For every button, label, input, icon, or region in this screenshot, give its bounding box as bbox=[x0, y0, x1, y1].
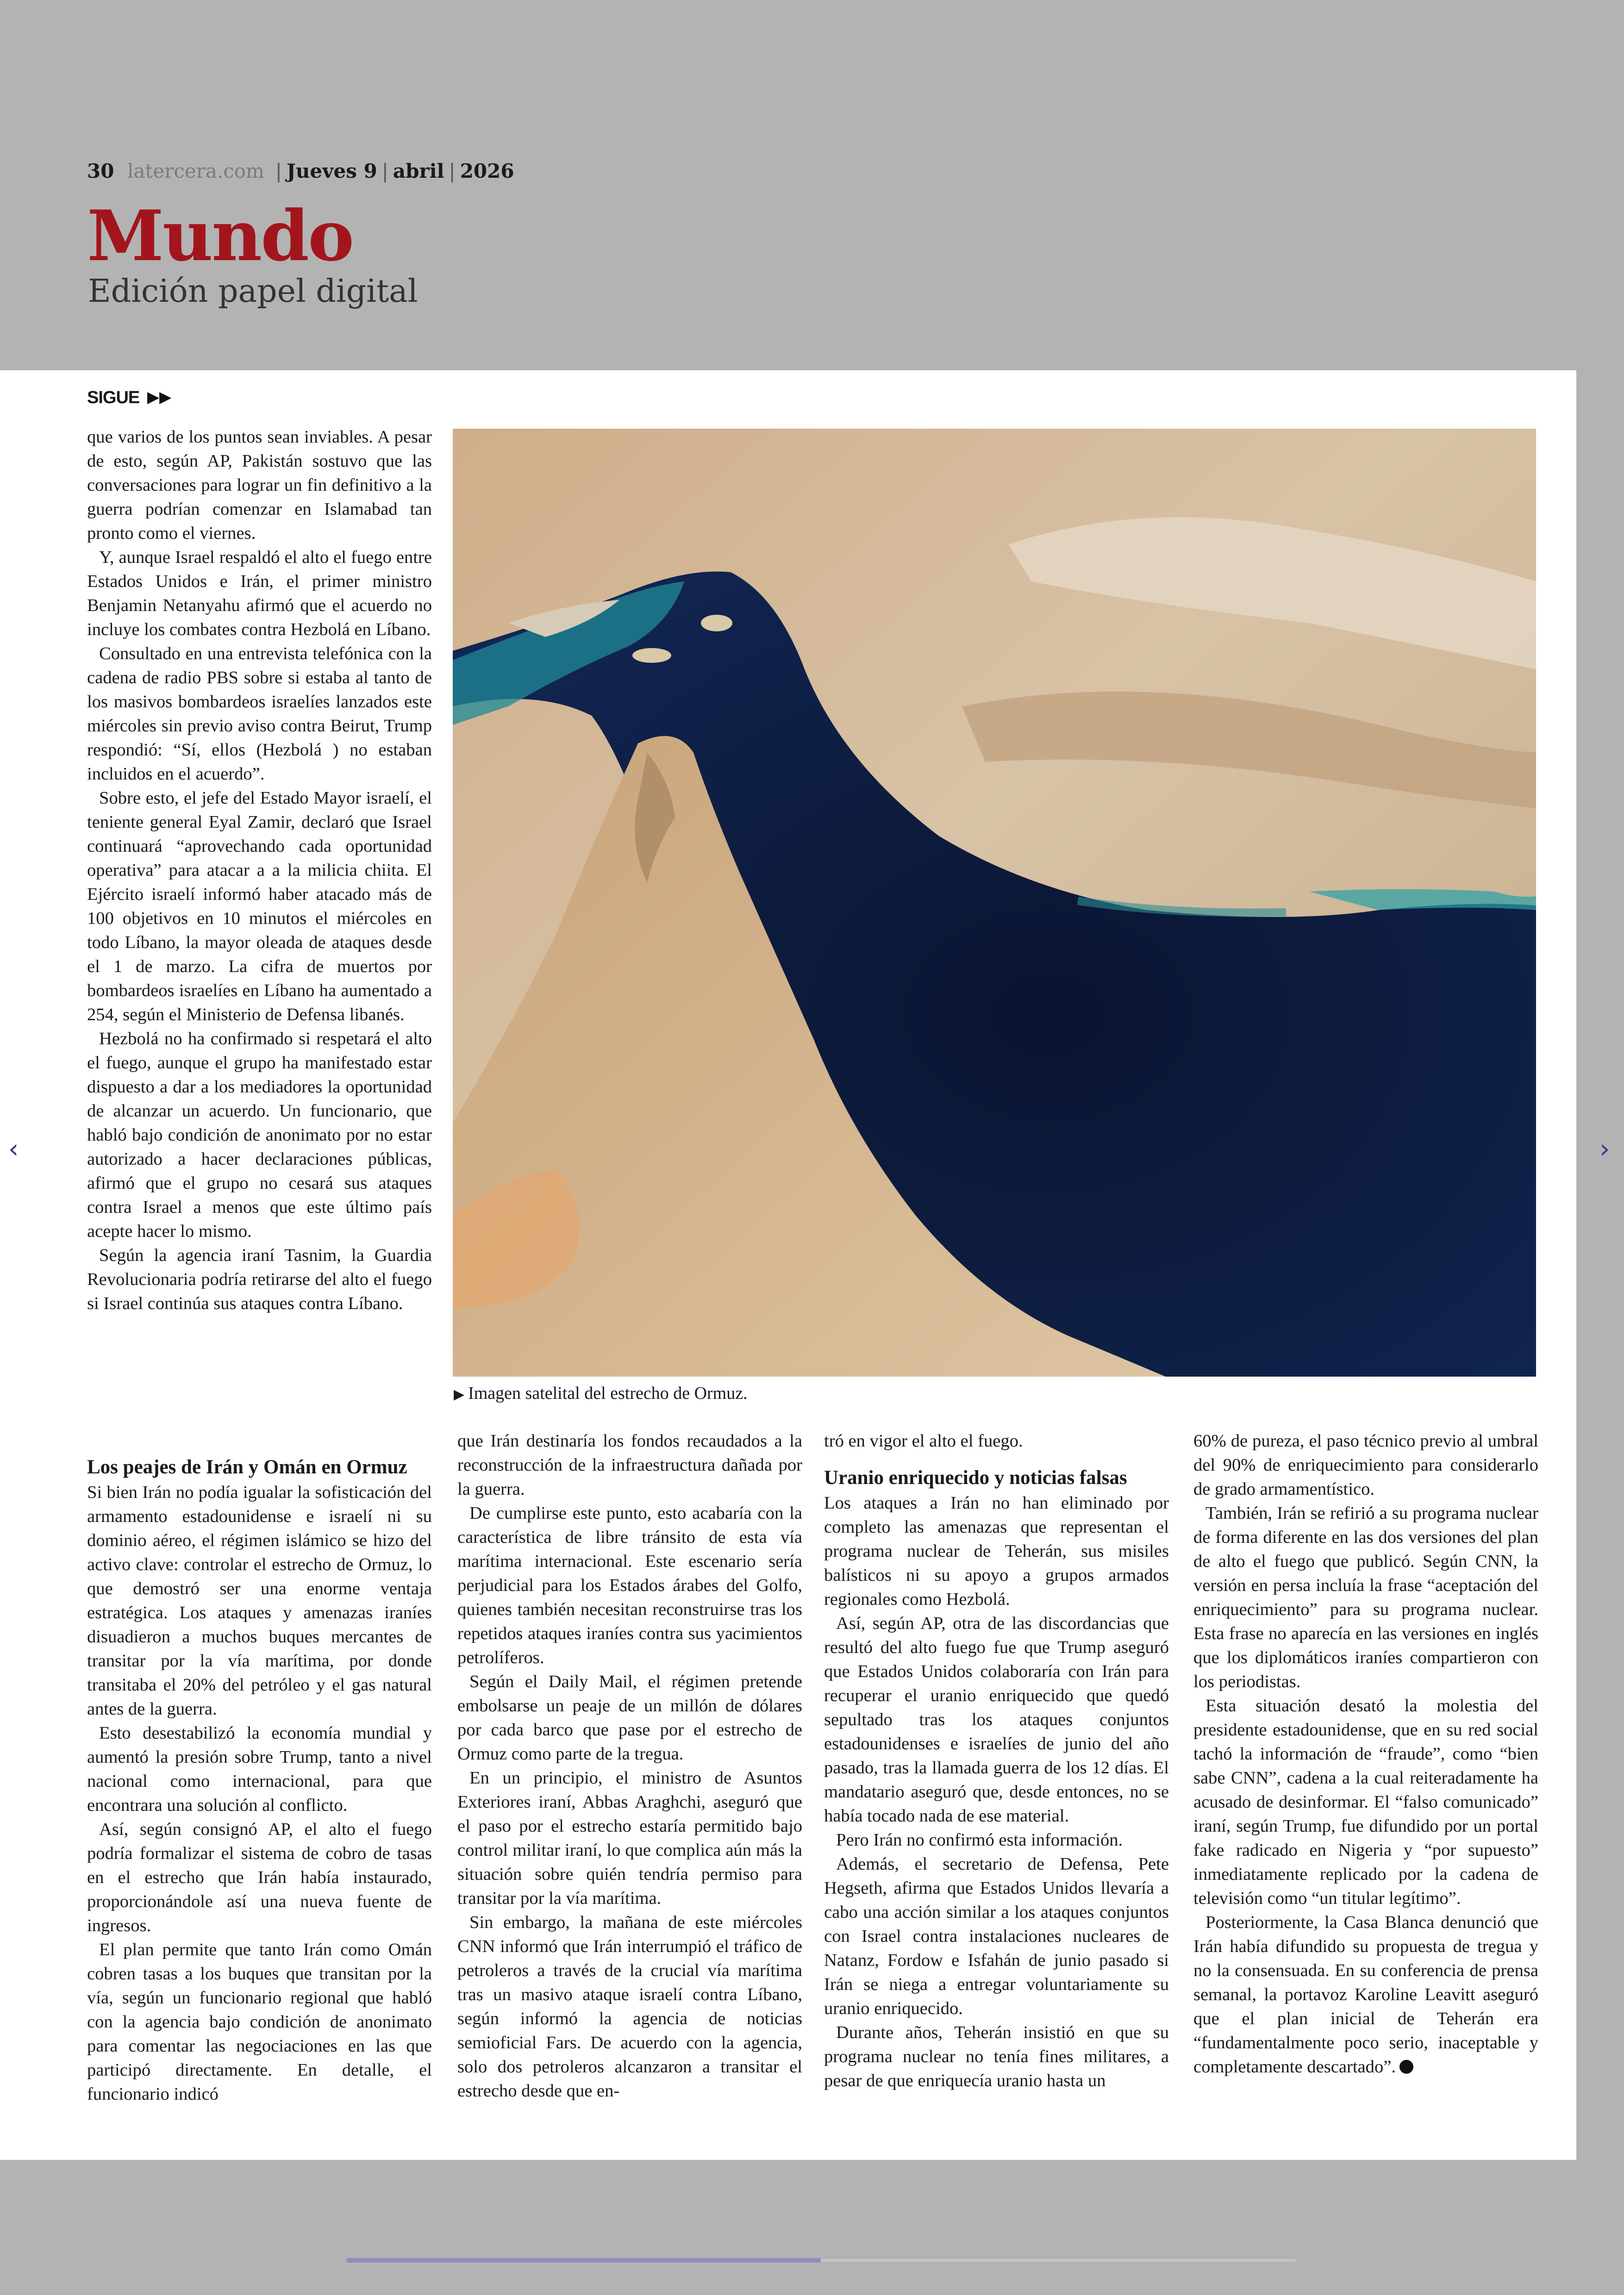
paragraph: Esta situación desató la molestia del presidente estadounidense, que en su red social tachó la información de “fraude”, como “bien sabe CNN”, cadena a la cual reiteradamente ha acusado de desinformar. El “falso comunicado” iraní, según Trump, fue difundido por un portal fake radicado en Nigeria y “por supuesto” inmediatamente replicado por la cadena de televisión como “un titular legítimo”. bbox=[1193, 1696, 1538, 1908]
article-column-d bbox=[824, 1429, 1169, 2093]
paragraph: Esto desestabilizó la economía mundial y aumentó la presión sobre Trump, tanto a nivel nacional como internacional, para que encontrara una solución al conflicto. bbox=[87, 1723, 432, 1815]
paragraph: El plan permite que tanto Irán como Omán cobren tasas a los buques que transitan por la vía, según un funcionario regional que habló con la agencia bajo condición de anonimato para comentar las negociaciones en las que participó directamente. En detalle, el funcionario indicó bbox=[87, 1940, 432, 2104]
paragraph: Además, el secretario de Defensa, Pete Hegseth, afirma que Estados Unidos llevaría a cabo una acción similar a los ataques conjuntos con Israel contra instalaciones nucleares de Natanz, Fordow e Isfahán de junio pasado si Irán se niega a entregar voluntariamente su uranio enriquecido. bbox=[824, 1854, 1169, 2018]
satellite-image-strait-of-hormuz bbox=[453, 429, 1536, 1377]
paragraph: Consultado en una entrevista telefónica con la cadena de radio PBS sobre si estaba al tanto de los masivos bombardeos israelíes lanzados este miércoles sin previo aviso contra Beirut, Trump respondió: “Sí, ellos (Hezbolá ) no estaban incluidos en el acuerdo”. bbox=[87, 644, 432, 784]
paragraph: Sobre esto, el jefe del Estado Mayor israelí, el teniente general Eyal Zamir, declaró que Israel continuará “aprovechando cada oportunidad operativa” para atacar a a la milicia chiita. El Ejército israelí informó haber atacado más de 100 objetivos en 10 minutos el miércoles en todo Líbano, la mayor oleada de ataques desde el 1 de marzo. La cifra de muertos por bombardeos israelíes en Líbano ha aumentado a 254, según el Ministerio de Defensa libanés. bbox=[87, 788, 432, 1024]
end-of-article-icon bbox=[1399, 2060, 1413, 2074]
article-column-e bbox=[1193, 1429, 1538, 2079]
next-page-icon[interactable]: › bbox=[1599, 1134, 1610, 1164]
header-band bbox=[0, 0, 1624, 370]
article-column-left bbox=[87, 425, 432, 1316]
paragraph: tró en vigor el alto el fuego. bbox=[824, 1431, 1023, 1451]
subheading: Uranio enriquecido y noticias falsas bbox=[824, 1467, 1127, 1489]
paragraph: que varios de los puntos sean inviables. A pesar de esto, según AP, Pakistán sostuvo que las conversaciones para lograr un fin definitivo a la guerra podrían comenzar en Islamabad tan pronto como el viernes. bbox=[87, 427, 432, 543]
paragraph: Los ataques a Irán no han eliminado por completo las amenazas que representan el programa nuclear de Teherán, sus misiles balísticos ni su apoyo a grupos armados regionales como Hezbolá. bbox=[824, 1493, 1169, 1609]
paragraph: Sin embargo, la mañana de este miércoles CNN informó que Irán interrumpió el tráfico de petroleros a través de la crucial vía marítima tras un masivo ataque israelí contra Líbano, según informó la agencia de noticias semioficial Fars. De acuerdo con la agencia, solo dos petroleros alcanzaron a transitar el estrecho desde que en- bbox=[457, 1913, 802, 2101]
date-year: 2026 bbox=[460, 160, 514, 182]
article-column-c bbox=[457, 1429, 802, 2103]
page-meta-line: 30 latercera.com | Jueves 9 | abril | 2026 bbox=[87, 160, 514, 182]
article-column-b bbox=[87, 1454, 432, 2106]
site-name: latercera.com bbox=[127, 160, 264, 182]
subheading: Los peajes de Irán y Omán en Ormuz bbox=[87, 1456, 407, 1478]
paragraph: Según la agencia iraní Tasnim, la Guardia Revolucionaria podría retirarse del alto el fuego si Israel continúa sus ataques contra Líbano. bbox=[87, 1246, 432, 1313]
paragraph: Si bien Irán no podía igualar la sofisticación del armamento estadounidense e israelí ni su dominio aéreo, el régimen islámico se hizo del activo clave: controlar el estrecho de Ormuz, lo que demostró ser una enorme ventaja estratégica. Los ataques y amenazas iraníes disuadieron a muchos buques mercantes de transitar por la vía marítima, por donde transitaba el 20% del petróleo y el gas natural antes de la guerra. bbox=[87, 1483, 432, 1719]
paragraph: Según el Daily Mail, el régimen pretende embolsarse un peaje de un millón de dólares por cada barco que pase por el estrecho de Ormuz como parte de la tregua. bbox=[457, 1672, 802, 1764]
paragraph: Y, aunque Israel respaldó el alto el fuego entre Estados Unidos e Irán, el primer ministro Benjamin Netanyahu afirmó que el acuerdo no incluye los combates contra Hezbolá en Líbano. bbox=[87, 548, 432, 639]
paragraph: De cumplirse este punto, esto acabaría con la característica de libre tránsito de esta vía marítima internacional. Este escenario sería perjudicial para los Estados árabes del Golfo, quienes también necesitan reconstruirse tras los repetidos ataques iraníes contra sus yacimientos petrolíferos. bbox=[457, 1503, 802, 1667]
caption-triangle-icon: ▶ bbox=[454, 1386, 465, 1403]
caption-text: Imagen satelital del estrecho de Ormuz. bbox=[468, 1384, 748, 1403]
paragraph: Así, según AP, otra de las discordancias que resultó del alto fuego fue que Trump aseguró que Estados Unidos colaboraría con Irán para recuperar el uranio enriquecido que quedó sepultado tras los ataques conjuntos estadounidenses e israelíes de junio del año pasado, tras la llamada guerra de los 12 días. El mandatario aseguró que, desde entonces, no se había tocado nada de ese material. bbox=[824, 1614, 1169, 1826]
spacer bbox=[824, 1453, 1169, 1465]
paragraph: Pero Irán no confirmó esta información. bbox=[836, 1830, 1123, 1850]
sigue-label: SIGUE bbox=[87, 388, 140, 407]
paragraph: que Irán destinaría los fondos recaudados a la reconstrucción de la infraestructura dañada por la guerra. bbox=[457, 1431, 802, 1499]
edition-subtitle: Edición papel digital bbox=[88, 273, 418, 310]
page-number: 30 bbox=[87, 160, 114, 182]
previous-page-icon[interactable]: ‹ bbox=[8, 1134, 19, 1164]
paragraph: Durante años, Teherán insistió en que su programa nuclear no tenía fines militares, a pesar de que enriquecía uranio hasta un bbox=[824, 2023, 1169, 2090]
paragraph: En un principio, el ministro de Asuntos Exteriores iraní, Abbas Araghchi, aseguró que el paso por el estrecho estaría permitido bajo control militar iraní, lo que complica aún más la situación sobre quién tendría permiso para transitar por la vía marítima. bbox=[457, 1768, 802, 1908]
page-progress-thumb[interactable] bbox=[346, 2258, 821, 2263]
final-paragraph-text: Posteriormente, la Casa Blanca denunció que Irán había difundido su propuesta de tregua y no la consensuada. En su conferencia de prensa semanal, la portavoz Karoline Leavitt aseguró que el plan inicial de Teherán era “fundamentalmente poco serio, inaceptable y completamente descartado”. bbox=[1193, 1913, 1538, 2077]
paragraph: Hezbolá no ha confirmado si respetará el alto el fuego, aunque el grupo ha manifestado estar dispuesto a dar a los mediadores la oportunidad de alcanzar un acuerdo. Un funcionario, que habló bajo condición de anonimato por no estar autorizado a hacer declaraciones públicas, afirmó que el grupo no cesará sus ataques contra Israel a menos que este último país acepte hacer lo mismo. bbox=[87, 1029, 432, 1241]
paragraph bbox=[1193, 1910, 1538, 2079]
date-month: abril bbox=[393, 160, 444, 182]
section-title: Mundo bbox=[87, 195, 353, 277]
date-day: Jueves 9 bbox=[287, 160, 377, 182]
image-caption bbox=[454, 1383, 748, 1403]
paragraph: También, Irán se refirió a su programa nuclear de forma diferente en las dos versiones del plan de alto el fuego que publicó. Según CNN, la versión en persa incluía la frase “aceptación del enriquecimiento” para su programa nuclear. Esta frase no aparecía en las versiones en inglés que los diplomáticos iraníes compartieron con los periodistas. bbox=[1193, 1503, 1538, 1691]
paragraph: 60% de pureza, el paso técnico previo al umbral del 90% de enriquecimiento para considerarlo de grado armamentístico. bbox=[1193, 1431, 1538, 1499]
paragraph: Así, según consignó AP, el alto el fuego podría formalizar el sistema de cobro de tasas en el estrecho que Irán había instaurado, proporcionándole así una nueva fuente de ingresos. bbox=[87, 1820, 432, 1935]
continue-arrows-icon: ▶▶ bbox=[147, 388, 172, 406]
